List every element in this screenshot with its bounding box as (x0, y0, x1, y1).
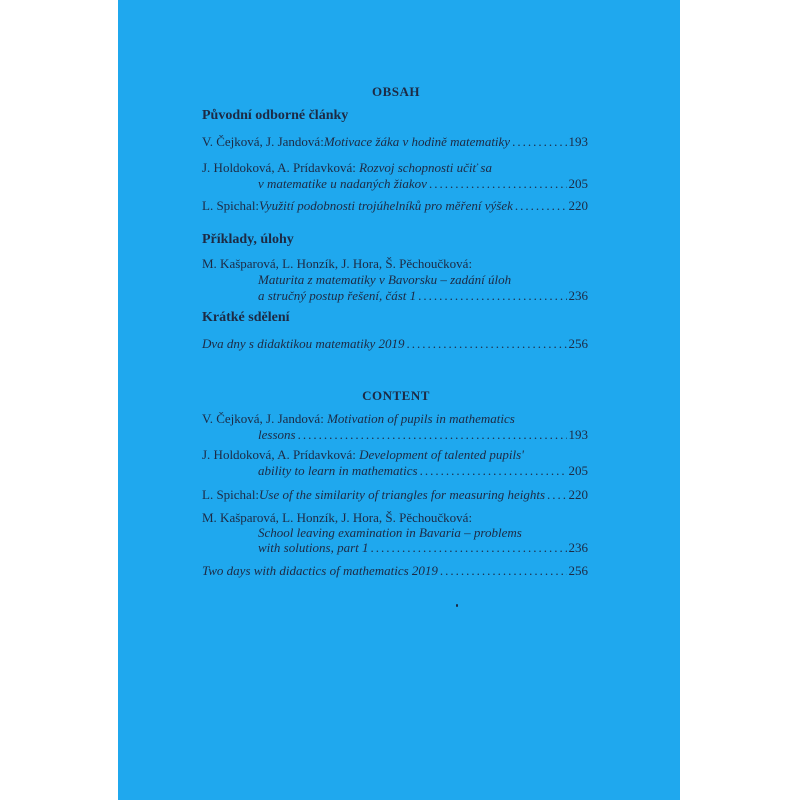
entry-page: 236 (568, 540, 588, 555)
entry-page: 205 (568, 176, 588, 191)
toc-entry-authors-line: M. Kašparová, L. Honzík, J. Hora, Š. Pěchoučková: (202, 256, 473, 271)
section-heading-short-communication: Krátké sdělení (202, 310, 290, 325)
print-speck (456, 604, 458, 607)
entry-title: Motivace žáka v hodině matematiky (323, 134, 511, 149)
entry-page: 256 (568, 336, 588, 351)
dot-leader (547, 487, 566, 503)
entry-page: 220 (568, 487, 588, 502)
toc-entry-continuation (258, 540, 588, 556)
dot-leader (371, 540, 567, 556)
entry-authors: L. Spichal: (202, 487, 260, 502)
entry-title: Use of the similarity of triangles for measuring heights (259, 487, 546, 502)
entry-title: Rozvoj schopnosti učiť sa (359, 160, 492, 175)
dot-leader (515, 198, 567, 214)
entry-page: 220 (568, 198, 588, 213)
entry-title-continued: ability to learn in mathematics (258, 463, 418, 478)
entry-page: 236 (568, 288, 588, 303)
toc-entry (202, 563, 588, 579)
entry-authors: V. Čejková, J. Jandová: (202, 134, 324, 149)
entry-authors: J. Holdoková, A. Prídavková: (202, 160, 360, 175)
entry-title: Motivation of pupils in mathematics (327, 411, 515, 426)
entry-title-continued: with solutions, part 1 (258, 540, 369, 555)
toc-entry (202, 336, 588, 352)
dot-leader (512, 134, 566, 150)
entry-title-continued: v matematike u nadaných žiakov (258, 176, 427, 191)
entry-authors: L. Spichal: (202, 198, 260, 213)
dot-leader (407, 336, 567, 352)
section-heading-original-articles: Původní odborné články (202, 108, 349, 123)
entry-title: Development of talented pupils' (359, 447, 524, 462)
entry-page: 256 (568, 563, 588, 578)
entry-page: 193 (568, 134, 588, 149)
dot-leader (429, 176, 567, 192)
toc-entry-continuation (258, 427, 588, 443)
toc-entry (202, 487, 588, 503)
entry-authors: J. Holdoková, A. Prídavková: (202, 447, 360, 462)
entry-title: Využití podobnosti trojúhelníků pro měření výšek (259, 198, 513, 213)
dot-leader (418, 288, 566, 304)
entry-page: 193 (568, 427, 588, 442)
entry-title-continued: lessons (258, 427, 296, 442)
dot-leader (298, 427, 567, 443)
toc-entry-continuation (258, 288, 588, 304)
entry-title: School leaving examination in Bavaria – problems (258, 525, 522, 540)
toc-entry (202, 198, 588, 214)
obsah-heading: OBSAH (371, 84, 420, 99)
toc-entry-continuation (258, 463, 588, 479)
section-heading-examples: Příklady, úlohy (202, 232, 294, 247)
dot-leader (440, 563, 567, 579)
toc-entry-first-line (202, 447, 588, 463)
entry-authors: V. Čejková, J. Jandová: (202, 411, 328, 426)
toc-entry (202, 134, 588, 150)
toc-entry-first-line (202, 411, 588, 427)
entry-page: 205 (568, 463, 588, 478)
toc-entry-continuation (258, 176, 588, 192)
toc-entry-authors-line: M. Kašparová, L. Honzík, J. Hora, Š. Pěchoučková: (202, 510, 473, 525)
toc-entry-first-line (202, 160, 588, 176)
entry-title: Two days with didactics of mathematics 2019 (202, 563, 438, 578)
content-heading: CONTENT (362, 388, 430, 403)
dot-leader (420, 463, 567, 479)
entry-title: Dva dny s didaktikou matematiky 2019 (202, 336, 405, 351)
entry-title-continued: a stručný postup řešení, část 1 (258, 288, 417, 303)
entry-title: Maturita z matematiky v Bavorsku – zadání úloh (258, 272, 512, 287)
